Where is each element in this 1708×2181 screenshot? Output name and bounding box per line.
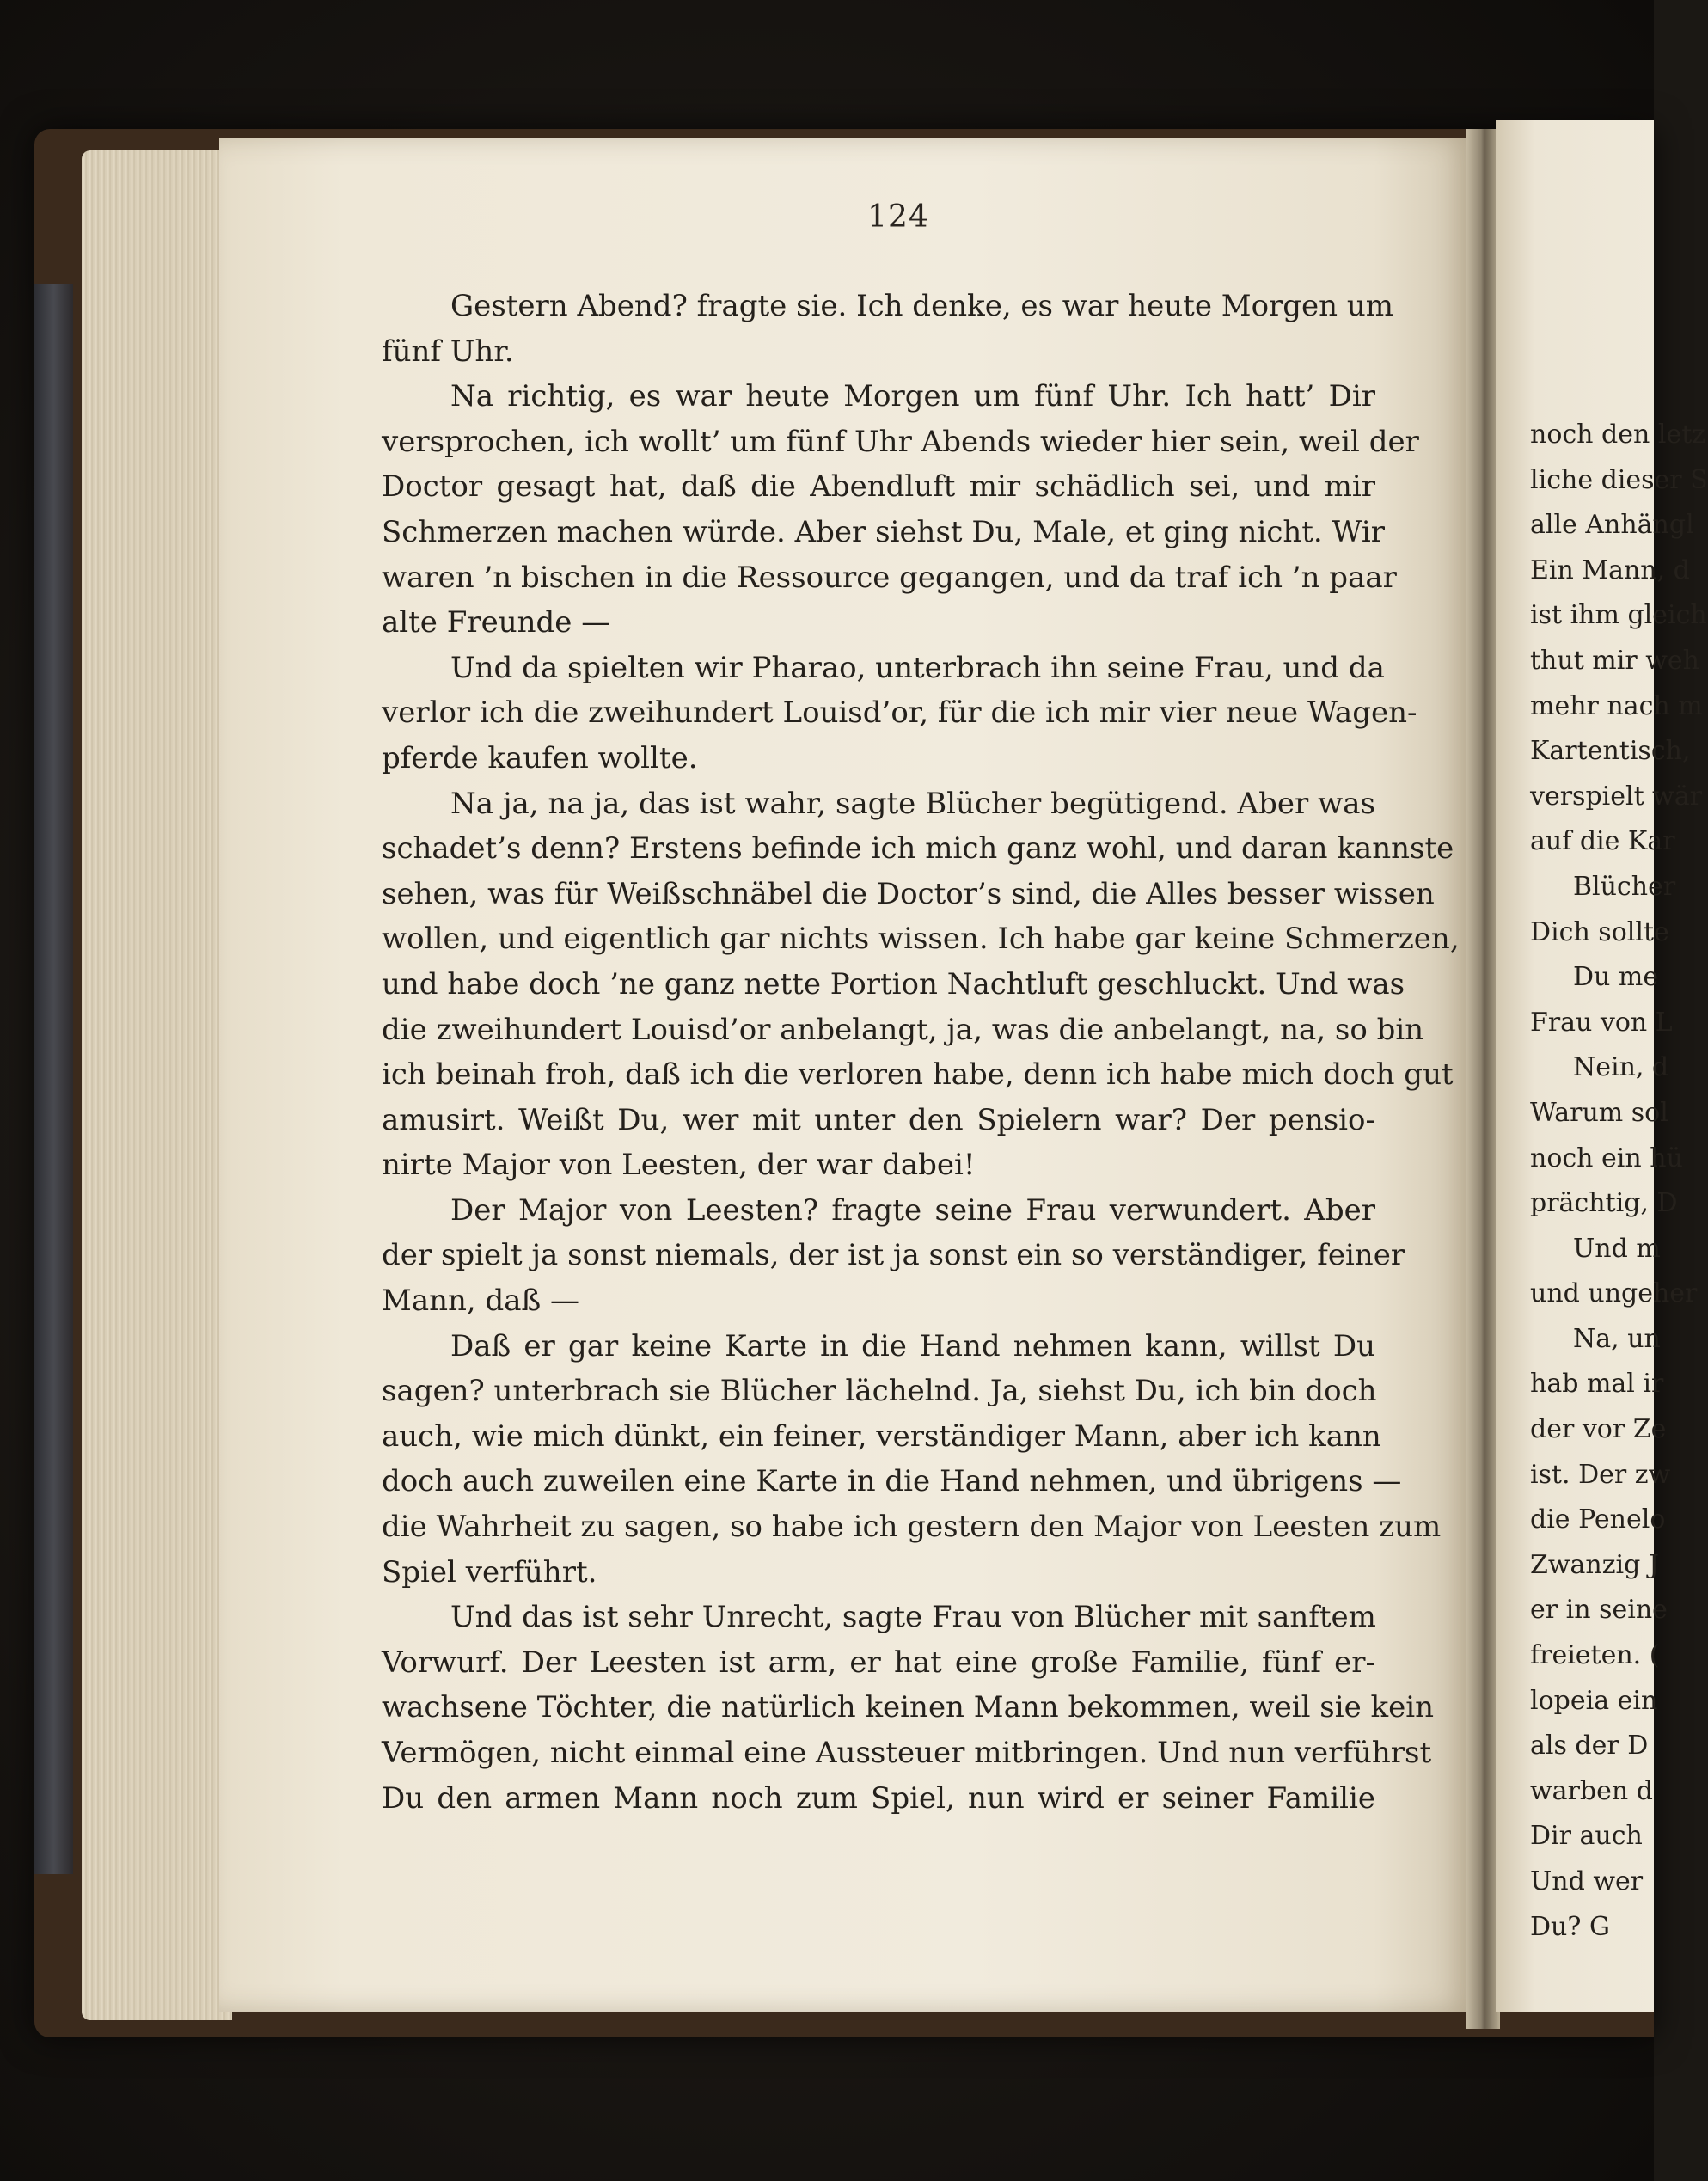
text-line: ich beinah froh, daß ich die verloren habe, denn ich habe mich doch gut xyxy=(382,1057,1454,1093)
page-stack-edge xyxy=(82,150,232,2020)
text-line: Vermögen, nicht einmal eine Aussteuer mitbringen. Und nun verführst xyxy=(382,1736,1432,1770)
text-line: warben d xyxy=(1530,1775,1653,1806)
text-line: amusirt. Weißt Du, wer mit unter den Spielern war? Der pensio- xyxy=(382,1102,1375,1137)
text-line: noch ein hü xyxy=(1530,1143,1683,1173)
text-line: Na richtig, es war heute Morgen um fünf Uhr. Ich hatt’ Dir xyxy=(450,379,1375,414)
text-line: Frau von L xyxy=(1530,1007,1673,1038)
text-line: verlor ich die zweihundert Louisd’or, für die ich mir vier neue Wagen- xyxy=(382,695,1417,731)
text-line: schadet’s denn? Erstens befinde ich mich ganz wohl, und daran kannste xyxy=(382,831,1454,867)
text-line: Und da spielten wir Pharao, unterbrach ihn seine Frau, und da xyxy=(450,650,1385,685)
text-line: die zweihundert Louisd’or anbelangt, ja, was die anbelangt, na, so bin xyxy=(382,1012,1424,1047)
text-line: auch, wie mich dünkt, ein feiner, verständiger Mann, aber ich kann xyxy=(382,1418,1381,1454)
text-line: alte Freunde — xyxy=(382,605,611,640)
text-line: und ungeher xyxy=(1530,1278,1698,1309)
text-line: Spiel verführt. xyxy=(382,1554,597,1590)
text-line: mehr nach m xyxy=(1530,690,1703,721)
text-line: Und das ist sehr Unrecht, sagte Frau von Blücher mit sanftem xyxy=(450,1600,1376,1635)
text-line: Du? G xyxy=(1530,1911,1610,1942)
text-line: der vor Ze xyxy=(1530,1414,1667,1445)
text-line: Dich sollte xyxy=(1530,916,1669,947)
text-line: auf die Kar xyxy=(1530,826,1675,857)
text-line: Ein Mann, d xyxy=(1530,554,1690,585)
text-line: alle Anhängl xyxy=(1530,510,1694,541)
text-line: Mann, daß — xyxy=(382,1283,580,1319)
text-line: Na ja, na ja, das ist wahr, sagte Blücher begütigend. Aber was xyxy=(450,786,1375,821)
text-line: als der D xyxy=(1530,1731,1649,1761)
text-line: die Penelo xyxy=(1530,1504,1666,1535)
text-line: wollen, und eigentlich gar nichts wissen. Ich habe gar keine Schmerzen, xyxy=(382,922,1460,957)
text-line: Schmerzen machen würde. Aber siehst Du, Male, et ging nicht. Wir xyxy=(382,514,1386,549)
text-line: Daß er gar keine Karte in die Hand nehmen kann, willst Du xyxy=(450,1328,1375,1363)
text-line: liche dieser S xyxy=(1530,464,1708,495)
text-line: fünf Uhr. xyxy=(382,334,514,369)
text-line: sagen? unterbrach sie Blücher lächelnd. Ja, siehst Du, ich bin doch xyxy=(382,1374,1377,1409)
text-line: sehen, was für Weißschnäbel die Doctor’s sind, die Alles besser wissen xyxy=(382,876,1435,911)
text-line: Du den armen Mann noch zum Spiel, nun wird er seiner Familie xyxy=(382,1780,1375,1816)
text-line: versprochen, ich wollt’ um fünf Uhr Abends wieder hier sein, weil der xyxy=(382,424,1419,459)
text-line: und habe doch ’ne ganz nette Portion Nachtluft geschluckt. Und was xyxy=(382,966,1405,1002)
text-line: nirte Major von Leesten, der war dabei! xyxy=(382,1148,976,1183)
text-line: die Wahrheit zu sagen, so habe ich gestern den Major von Leesten zum xyxy=(382,1510,1442,1545)
text-line: Blücher xyxy=(1573,871,1676,902)
page-number: 124 xyxy=(867,199,929,235)
text-line: wachsene Töchter, die natürlich keinen Mann bekommen, weil sie kein xyxy=(382,1690,1435,1725)
text-line: Und m xyxy=(1573,1233,1661,1264)
text-line: noch den letz xyxy=(1530,420,1706,450)
text-line: Vorwurf. Der Leesten ist arm, er hat eine große Familie, fünf er- xyxy=(382,1645,1375,1680)
text-line: Dir auch xyxy=(1530,1821,1643,1852)
text-line: Und wer xyxy=(1530,1866,1644,1896)
book-gutter xyxy=(1466,129,1500,2029)
text-line: ist. Der zw xyxy=(1530,1459,1671,1490)
text-line: thut mir weh xyxy=(1530,645,1699,676)
text-line: Na, un xyxy=(1573,1323,1661,1354)
text-line: Du me xyxy=(1573,962,1659,993)
left-page-text xyxy=(382,284,1460,1821)
text-line: Doctor gesagt hat, daß die Abendluft mir schädlich sei, und mir xyxy=(382,469,1375,505)
text-line: freieten. ( xyxy=(1530,1640,1660,1671)
text-line: prächtig, D xyxy=(1530,1188,1678,1219)
text-line: der spielt ja sonst niemals, der ist ja sonst ein so verständiger, feiner xyxy=(382,1238,1405,1273)
text-line: ist ihm gleich xyxy=(1530,600,1707,631)
right-page-text xyxy=(1530,413,1708,1950)
right-page xyxy=(1496,120,1708,2012)
text-line: er in seine xyxy=(1530,1595,1668,1626)
text-line: Gestern Abend? fragte sie. Ich denke, es war heute Morgen um xyxy=(450,289,1394,323)
text-line: doch auch zuweilen eine Karte in die Hand nehmen, und übrigens — xyxy=(382,1464,1402,1499)
text-line: lopeia ein xyxy=(1530,1685,1658,1716)
book-spine-edge xyxy=(34,284,73,1874)
text-line: pferde kaufen wollte. xyxy=(382,740,698,775)
text-line: Warum sol xyxy=(1530,1097,1668,1128)
text-line: waren ’n bischen in die Ressource gegangen, und da traf ich ’n paar xyxy=(382,560,1397,595)
text-line: hab mal ir xyxy=(1530,1369,1664,1400)
text-line: Nein, d xyxy=(1573,1052,1669,1083)
text-line: Der Major von Leesten? fragte seine Frau verwundert. Aber xyxy=(450,1192,1375,1228)
text-line: Zwanzig J xyxy=(1530,1549,1659,1580)
text-line: verspielt wär xyxy=(1530,781,1703,812)
text-line: Kartentisch, xyxy=(1530,736,1691,767)
